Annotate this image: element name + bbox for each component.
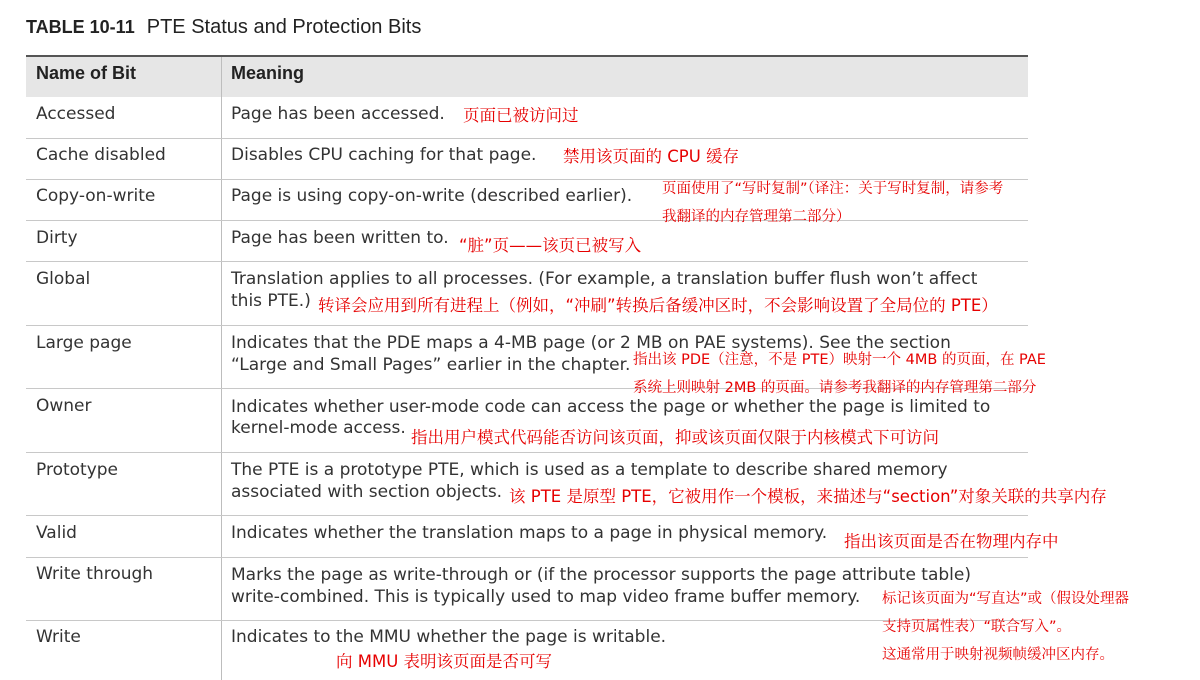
meaning-owner-line1: Indicates whether user-mode code can access the page or whether the page is limited to	[231, 397, 991, 417]
bit-name-large-page: Large page	[36, 333, 132, 353]
meaning-valid: Indicates whether the translation maps to a page in physical memory.	[231, 523, 828, 543]
annotation-dirty: “脏”页——该页已被写入	[459, 236, 642, 255]
header-meaning: Meaning	[231, 63, 305, 83]
row-divider	[26, 620, 1028, 621]
header-name-of-bit: Name of Bit	[36, 63, 137, 83]
bit-name-valid: Valid	[36, 523, 77, 543]
annotation-write-through-line1: 标记该页面为“写直达”或（假设处理器	[882, 591, 1130, 607]
row-divider	[26, 261, 1028, 262]
bit-name-owner: Owner	[36, 396, 92, 416]
bit-name-copy-on-write: Copy-on-write	[36, 186, 156, 206]
bit-name-write: Write	[36, 627, 81, 647]
meaning-accessed: Page has been accessed.	[231, 104, 445, 124]
meaning-cache-disabled: Disables CPU caching for that page.	[231, 145, 537, 165]
annotation-write-through-line3: 这通常用于映射视频帧缓冲区内存。	[882, 647, 1114, 663]
meaning-global-line1: Translation applies to all processes. (For example, a translation buffer flush won’t affect	[231, 269, 978, 289]
meaning-large-page-line2: “Large and Small Pages” earlier in the chapter.	[231, 355, 631, 375]
annotation-large-page-line1: 指出该 PDE（注意，不是 PTE）映射一个 4MB 的页面，在 PAE	[633, 352, 1046, 368]
bit-name-accessed: Accessed	[36, 104, 116, 124]
annotation-owner: 指出用户模式代码能否访问该页面，抑或该页面仅限于内核模式下可访问	[411, 428, 939, 447]
annotation-copy-on-write-line1: 页面使用了“写时复制”（译注：关于写时复制，请参考	[662, 181, 1004, 197]
bit-name-global: Global	[36, 269, 91, 289]
annotation-large-page-line2: 系统上则映射 2MB 的页面。请参考我翻译的内存管理第二部分	[633, 380, 1037, 396]
meaning-write: Indicates to the MMU whether the page is writable.	[231, 627, 667, 647]
annotation-cache-disabled: 禁用该页面的 CPU 缓存	[563, 147, 740, 166]
annotation-accessed: 页面已被访问过	[463, 106, 579, 125]
row-divider	[26, 557, 1028, 558]
row-divider	[26, 325, 1028, 326]
meaning-dirty: Page has been written to.	[231, 228, 449, 248]
bit-name-dirty: Dirty	[36, 228, 78, 248]
bit-name-prototype: Prototype	[36, 460, 119, 480]
annotation-write-through-line2: 支持页属性表）“联合写入”。	[882, 619, 1072, 635]
meaning-large-page-line1: Indicates that the PDE maps a 4-MB page (or 2 MB on PAE systems). See the section	[231, 333, 951, 353]
table-label: TABLE 10-11	[26, 17, 135, 37]
meaning-write-through-line1: Marks the page as write-through or (if the processor supports the page attribute table)	[231, 565, 971, 585]
meaning-owner-line2: kernel-mode access.	[231, 418, 406, 438]
meaning-copy-on-write: Page is using copy-on-write (described earlier).	[231, 186, 633, 206]
table-header-row	[26, 57, 1028, 97]
bit-name-cache-disabled: Cache disabled	[36, 145, 166, 165]
annotation-copy-on-write-line2: 我翻译的内存管理第二部分）	[662, 209, 851, 225]
meaning-write-through-line2: write-combined. This is typically used to map video frame buffer memory.	[231, 587, 861, 607]
meaning-prototype-line1: The PTE is a prototype PTE, which is used as a template to describe shared memory	[231, 460, 948, 480]
row-divider	[26, 138, 1028, 139]
row-divider	[26, 515, 1028, 516]
meaning-global-line2: this PTE.)	[231, 291, 311, 311]
row-divider	[26, 220, 1028, 221]
bit-name-write-through: Write through	[36, 564, 154, 584]
table-title: PTE Status and Protection Bits	[146, 16, 422, 38]
table-caption	[26, 16, 421, 39]
meaning-prototype-line2: associated with section objects.	[231, 482, 503, 502]
row-divider	[26, 452, 1028, 453]
annotation-prototype: 该 PTE 是原型 PTE，它被用作一个模板，来描述与“section”对象关联的共享内存	[509, 487, 1107, 506]
annotation-valid: 指出该页面是否在物理内存中	[844, 532, 1059, 551]
column-divider	[221, 57, 222, 680]
annotation-write: 向 MMU 表明该页面是否可写	[336, 652, 553, 671]
annotation-global: 转译会应用到所有进程上（例如，“冲刷”转换后备缓冲区时，不会影响设置了全局位的 PTE）	[318, 296, 998, 315]
